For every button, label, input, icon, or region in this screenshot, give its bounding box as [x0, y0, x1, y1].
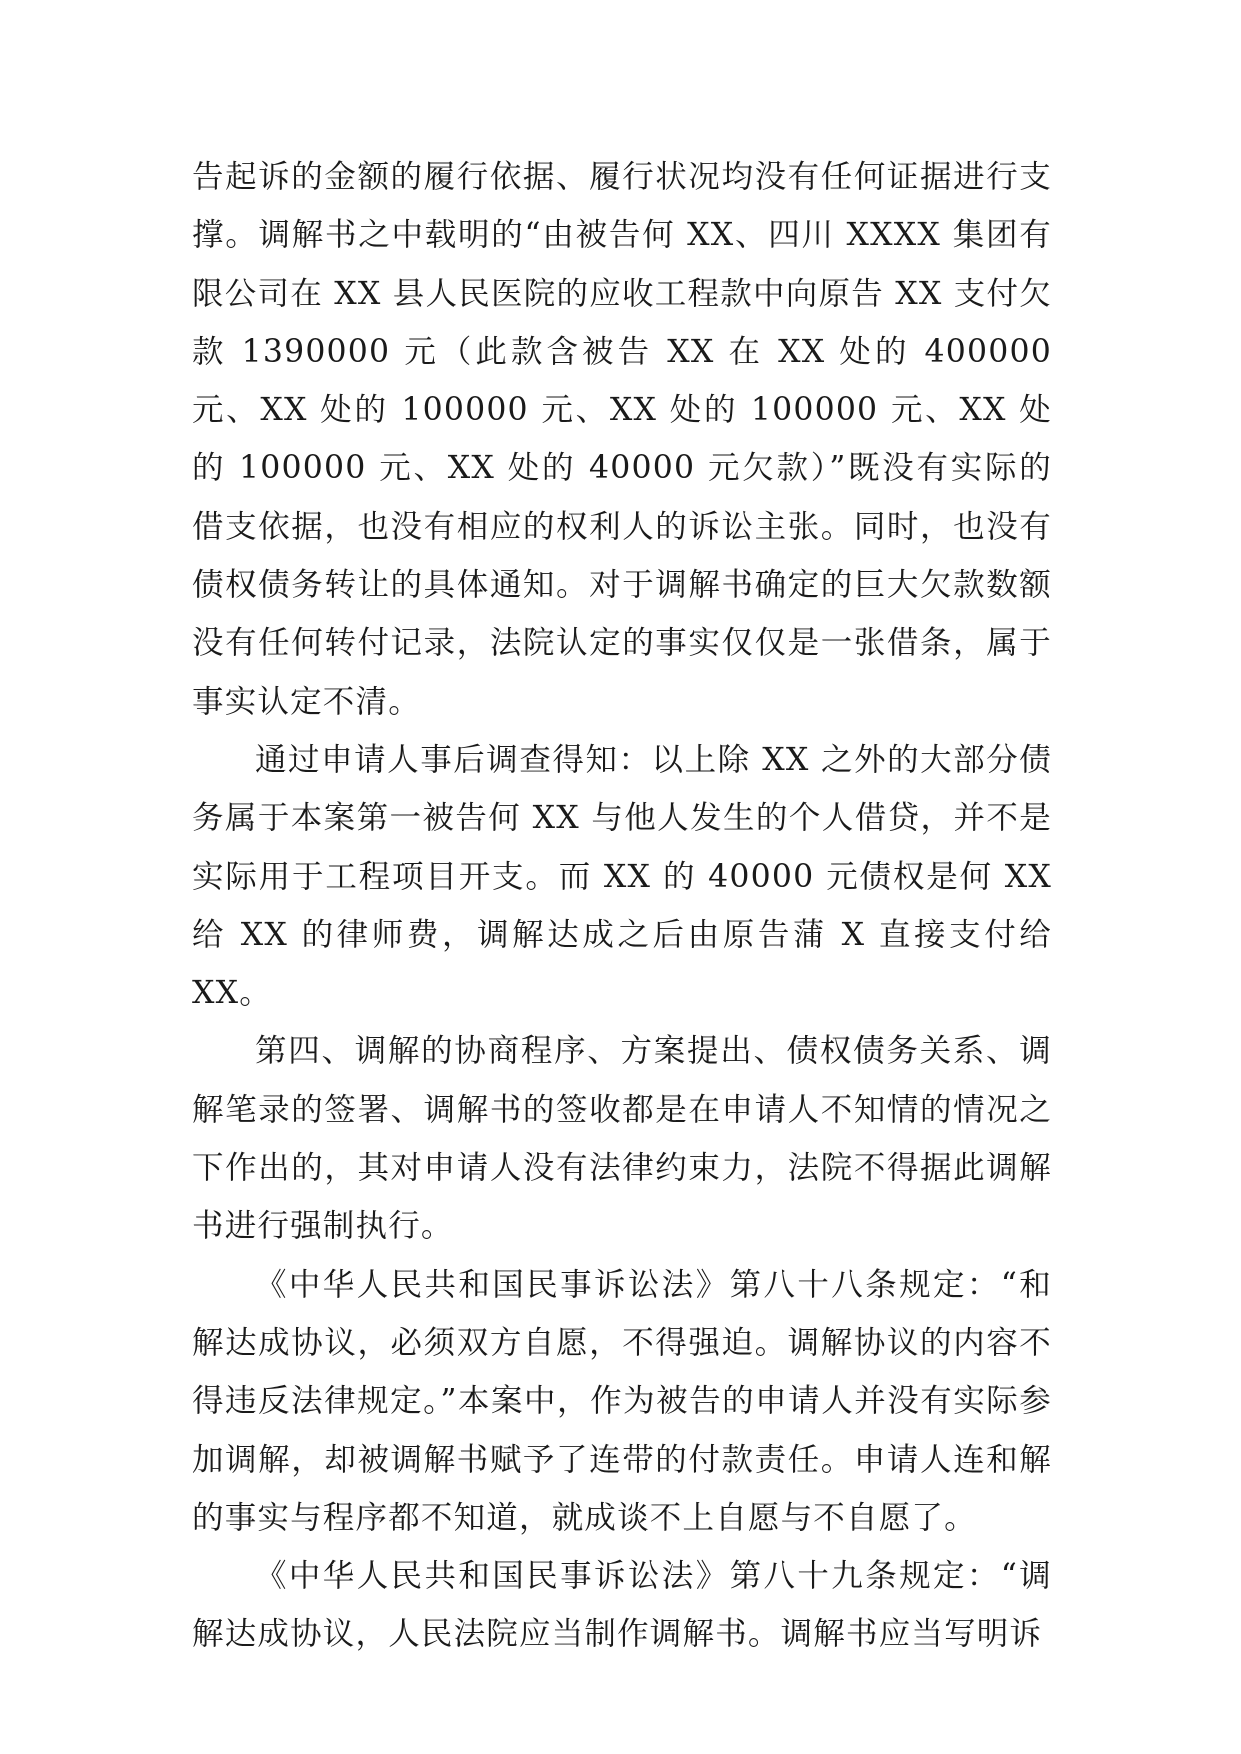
paragraph-evidence-continuation: 告起诉的金额的履行依据、履行状况均没有任何证据进行支撑。调解书之中载明的“由被告何 XX、四川 XXXX 集团有限公司在 XX 县人民医院的应收工程款中向原告 XX 支付欠款 1390000 元（此款含被告 XX 在 XX 处的 400000 元、XX 处的 100000 元、XX 处的 100000 元、XX 处的 100000 元、XX 处的 40000 元欠款）”既没有实际的借支依据，也没有相应的权利人的诉讼主张。同时，也没有债权债务转让的具体通知。对于调解书确定的巨大欠款数额没有任何转付记录，法院认定的事实仅仅是一张借条，属于事实认定不清。 [192, 159, 1052, 720]
document-page [192, 148, 1052, 1664]
paragraph-point-four: 第四、调解的协商程序、方案提出、债权债务关系、调解笔录的签署、调解书的签收都是在申请人不知情的情况之下作出的，其对申请人没有法律约束力，法院不得据此调解书进行强制执行。 [192, 1033, 1052, 1245]
paragraph-article-88: 《中华人民共和国民事诉讼法》第八十八条规定：“和解达成协议，必须双方自愿，不得强迫。调解协议的内容不得违反法律规定。”本案中，作为被告的申请人并没有实际参加调解，却被调解书赋予了连带的付款责任。申请人连和解的事实与程序都不知道，就成谈不上自愿与不自愿了。 [192, 1266, 1052, 1536]
paragraph-article-89: 《中华人民共和国民事诉讼法》第八十九条规定：“调解达成协议，人民法院应当制作调解书。调解书应当写明诉 [192, 1558, 1052, 1653]
paragraph-investigation: 通过申请人事后调查得知：以上除 XX 之外的大部分债务属于本案第一被告何 XX 与他人发生的个人借贷，并不是实际用于工程项目开支。而 XX 的 40000 元债权是何 XX 给 XX 的律师费，调解达成之后由原告蒲 X 直接支付给 XX。 [192, 741, 1052, 1012]
